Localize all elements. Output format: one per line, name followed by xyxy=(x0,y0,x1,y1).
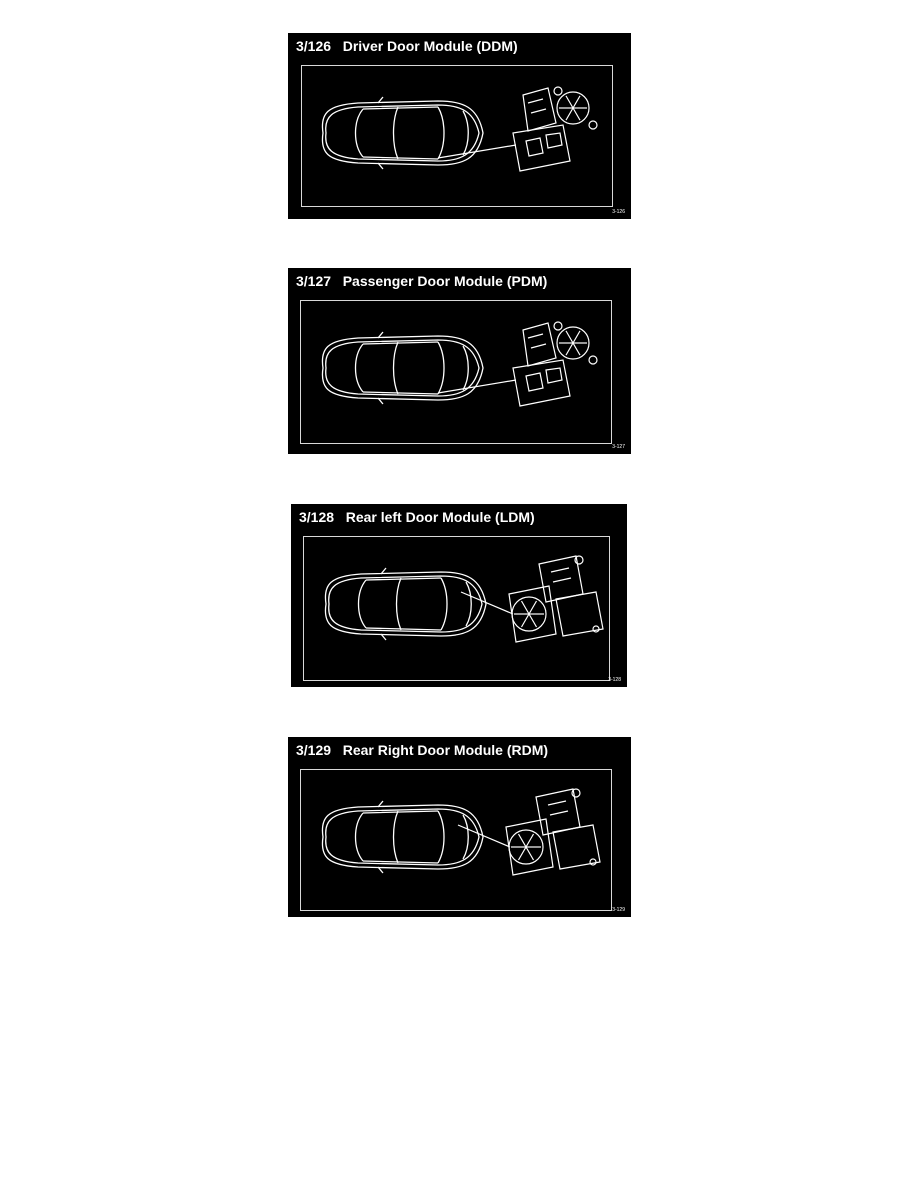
figure-reference: 3-127 xyxy=(612,444,625,450)
car-and-module-illustration xyxy=(291,504,627,687)
figure-ddm xyxy=(288,33,631,219)
car-and-module-illustration xyxy=(288,33,631,219)
figure-ldm xyxy=(291,504,627,687)
figure-reference: 3-126 xyxy=(612,209,625,215)
figure-title: 3/126 Driver Door Module (DDM) xyxy=(296,38,518,54)
figure-title: 3/127 Passenger Door Module (PDM) xyxy=(296,273,548,289)
figure-reference: 3-129 xyxy=(612,907,625,913)
car-and-module-illustration xyxy=(288,737,631,917)
figure-rdm xyxy=(288,737,631,917)
figure-title: 3/129 Rear Right Door Module (RDM) xyxy=(296,742,549,758)
figure-title: 3/128 Rear left Door Module (LDM) xyxy=(299,509,535,525)
figure-reference: 3-128 xyxy=(608,677,621,683)
car-and-module-illustration xyxy=(288,268,631,454)
figure-pdm xyxy=(288,268,631,454)
